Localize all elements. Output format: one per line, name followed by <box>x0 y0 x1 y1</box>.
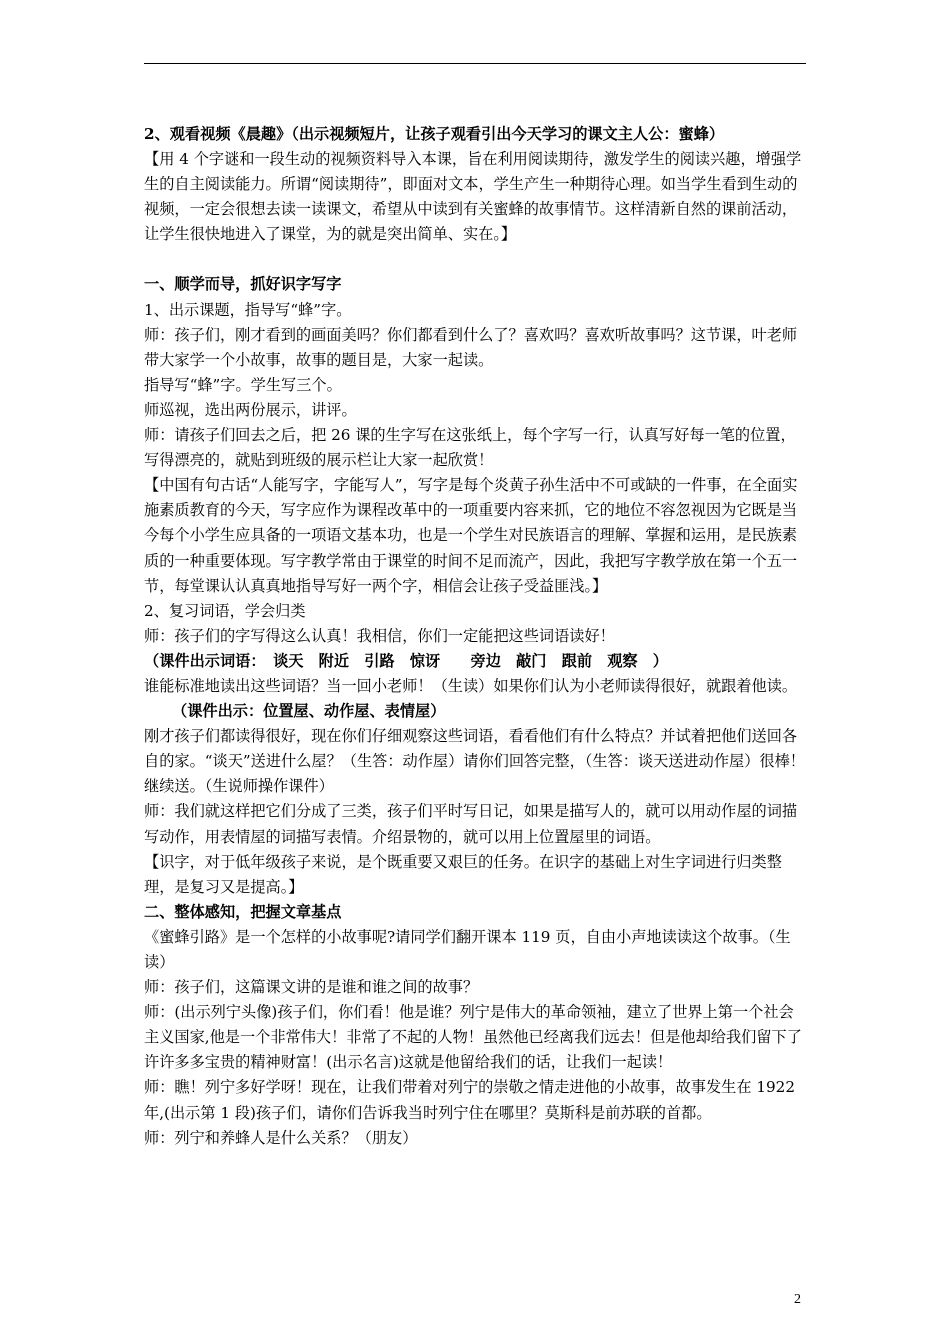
section-heading: 二、整体感知，把握文章基点 <box>144 902 342 921</box>
paragraph: 2、观看视频《晨趣》（出示视频短片，让孩子观看引出今天学习的课文主人公：蜜蜂） <box>144 125 725 143</box>
paragraph: 师：(出示列宁头像)孩子们，你们看！他是谁？列宁是伟大的革命领袖，建立了世界上第一个社会主义国家,他是一个非常伟大！非常了不起的人物！虽然他已经离我们远去！但是他却给我们留下了许许多多宝贵的精神财富！(出示名言)这就是他留给我们的话，让我们一起读！ <box>144 1003 802 1072</box>
paragraph: 指导写“蜂”字。学生写三个。 <box>144 375 342 394</box>
paragraph: 2、复习词语，学会归类 <box>144 601 306 620</box>
category-list: （课件出示：位置屋、动作屋、表情屋） <box>172 702 446 721</box>
paragraph: 1、出示课题，指导写“蜂”字。 <box>144 300 352 319</box>
vocabulary-list: （课件出示词语： 谈天 附近 引路 惊讶 旁边 敲门 跟前 观察 ） <box>144 651 668 670</box>
paragraph: 谁能标准地读出这些词语？当一回小老师！（生读）如果你们认为小老师读得很好，就跟着他读。 <box>144 676 798 695</box>
paragraph: 师：瞧！列宁多好学呀！现在，让我们带着对列宁的崇敬之情走进他的小故事，故事发生在 1922 年,(出示第 1 段)孩子们，请你们告诉我当时列宁住在哪里？莫斯科是前苏联的首都。 <box>144 1078 795 1122</box>
paragraph: 刚才孩子们都读得很好，现在你们仔细观察这些词语，看看他们有什么特点？并试着把他们送回各自的家。“谈天”送进什么屋？（生答：动作屋）请你们回答完整，（生答：谈天送进动作屋）很棒！继续送。（生说师操作课件） <box>144 727 805 796</box>
paragraph: 【中国有句古话“人能写字，字能写人”，写字是每个炎黄子孙生活中不可或缺的一件事，在全面实施素质教育的今天，写字应作为课程改革中的一项重要内容来抓，它的地位不容忽视因为它既是当今每个小学生应具备的一项语文基本功，也是一个学生对民族语言的理解、掌握和运用，是民族素质的一种重要体现。写字教学常由于课堂的时间不足而流产，因此，我把写字教学放在第一个五一节，每堂课认认真真地指导写好一两个字，相信会让孩子受益匪浅。】 <box>144 476 798 595</box>
section-heading: 一、顺学而导，抓好识字写字 <box>144 275 342 294</box>
paragraph: 【用 4 个字谜和一段生动的视频资料导入本课，旨在利用阅读期待，激发学生的阅读兴趣，增强学生的自主阅读能力。所谓“阅读期待”，即面对文本，学生产生一种期待心理。如当学生看到生动的视频，一定会很想去读一读课文，希望从中读到有关蜜蜂的故事情节。这样清新自然的课前活动，让学生很快地进入了课堂，为的就是突出简单、实在。】 <box>144 150 802 244</box>
blank-line <box>144 247 808 272</box>
paragraph: 师：请孩子们回去之后，把 26 课的生字写在这张纸上，每个字写一行，认真写好每一笔的位置，写得漂亮的，就贴到班级的展示栏让大家一起欣赏！ <box>144 426 796 470</box>
document-body <box>144 122 808 1151</box>
paragraph: 师巡视，选出两份展示，讲评。 <box>144 400 357 419</box>
paragraph: 【识字，对于低年级孩子来说，是个既重要又艰巨的任务。在识字的基础上对生字词进行归类整理，是复习又是提高。】 <box>144 852 782 896</box>
paragraph: 师：我们就这样把它们分成了三类，孩子们平时写日记，如果是描写人的，就可以用动作屋的词描写动作，用表情屋的词描写表情。介绍景物的，就可以用上位置屋里的词语。 <box>144 802 798 846</box>
paragraph: 师：孩子们，这篇课文讲的是谁和谁之间的故事？ <box>144 978 479 997</box>
paragraph: 《蜜蜂引路》是一个怎样的小故事呢?请同学们翻开课本 119 页，自由小声地读读这个故事。（生读） <box>144 927 791 971</box>
paragraph: 师：孩子们的字写得这么认真！我相信，你们一定能把这些词语读好！ <box>144 626 615 645</box>
paragraph: 师：孩子们，刚才看到的画面美吗？你们都看到什么了？喜欢吗？喜欢听故事吗？这节课，叶老师带大家学一个小故事，故事的题目是，大家一起读。 <box>144 325 798 369</box>
paragraph: 师：列宁和养蜂人是什么关系？（朋友） <box>144 1128 418 1147</box>
header-rule <box>144 63 806 64</box>
page-number: 2 <box>794 1292 801 1307</box>
